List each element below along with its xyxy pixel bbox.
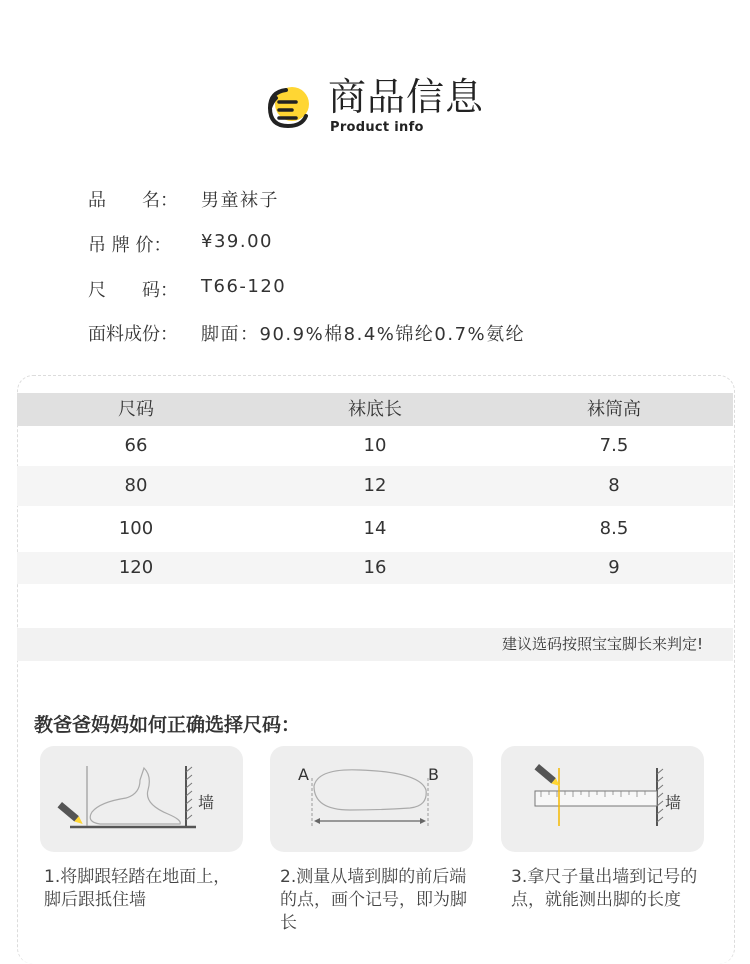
page-subtitle: Product info	[330, 120, 424, 135]
table-cell: 100	[118, 518, 154, 539]
section-header	[264, 74, 524, 138]
table-cell: 10	[363, 435, 387, 456]
table-row	[17, 506, 733, 552]
step-3-text: 3.拿尺子量出墙到记号的点，就能测出脚的长度	[511, 867, 698, 910]
table-cell: 120	[118, 557, 154, 578]
column-header: 尺码	[118, 399, 154, 420]
step-2-illustration	[270, 746, 473, 852]
size-note-bar	[17, 628, 733, 661]
step-1-illustration	[40, 746, 243, 852]
info-row-price	[88, 231, 608, 257]
table-cell: 9	[608, 557, 620, 578]
table-header	[17, 393, 733, 426]
table-cell: 80	[124, 475, 148, 496]
info-label: 尺 码：	[88, 280, 178, 301]
info-row-material	[88, 320, 608, 346]
point-a-label: A	[298, 765, 309, 784]
table-cell: 12	[363, 475, 387, 496]
guide-title: 教爸爸妈妈如何正确选择尺码：	[34, 714, 301, 736]
table-cell: 8.5	[599, 518, 629, 539]
size-table	[17, 393, 733, 584]
table-cell: 8	[608, 475, 620, 496]
page-title: 商品信息	[328, 75, 485, 119]
step-3-illustration	[501, 746, 704, 852]
point-b-label: B	[428, 765, 439, 784]
column-header: 袜底长	[348, 399, 402, 420]
foot-length-measure-icon	[270, 746, 473, 852]
info-value: 男童袜子	[201, 190, 279, 211]
wall-label: 墙	[198, 793, 215, 812]
column-header: 袜筒高	[587, 399, 641, 420]
table-cell: 16	[363, 557, 387, 578]
info-label: 面料成份：	[88, 324, 178, 345]
info-value: T66-120	[201, 276, 287, 297]
table-row	[17, 466, 733, 506]
info-value: 脚面：90.9%棉8.4%锦纶0.7%氨纶	[201, 324, 526, 345]
table-cell: 14	[363, 518, 387, 539]
info-row-name	[88, 186, 608, 212]
wall-label: 墙	[665, 793, 682, 812]
table-cell: 7.5	[599, 435, 629, 456]
table-row	[17, 426, 733, 466]
info-label: 吊 牌 价：	[88, 235, 172, 256]
info-row-size	[88, 276, 608, 302]
document-list-icon	[264, 84, 312, 132]
info-label: 品 名：	[88, 190, 178, 211]
table-row	[17, 552, 733, 584]
size-note: 建议选码按照宝宝脚长来判定!	[501, 635, 703, 653]
info-value: ¥39.00	[201, 231, 273, 252]
step-2-text: 2.测量从墙到脚的前后端的点，画个记号，即为脚长	[280, 867, 467, 933]
table-cell: 66	[124, 435, 148, 456]
step-1-text: 1.将脚跟轻踏在地面上，脚后跟抵住墙	[44, 867, 231, 910]
